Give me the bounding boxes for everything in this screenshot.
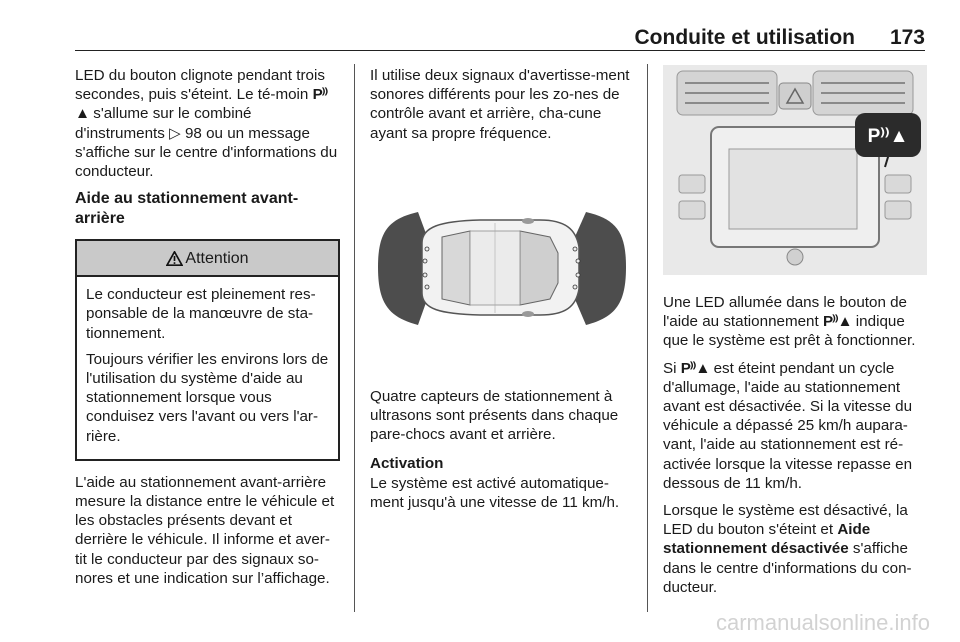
deactivation-paragraph	[663, 359, 927, 493]
page-reference-icon: ▷	[169, 124, 181, 142]
column-3	[663, 66, 927, 605]
warning-triangle-icon	[166, 251, 183, 266]
disabled-message: Aide stationnement désactivée	[663, 521, 871, 558]
attention-body	[77, 277, 338, 459]
column-divider-1	[354, 64, 355, 612]
car-top-view	[422, 218, 579, 317]
signals-paragraph: Il utilise deux signaux d'avertisse-ment sonores différents pour les zo-nes de contrôle avant et arrière, cha-cune ayant sa propre fréquence.	[370, 67, 630, 142]
hazard-button	[779, 83, 811, 109]
led-text-a: Une LED allumée dans le bouton de l'aide au stationnement	[663, 294, 908, 331]
parking-assist-icon: P⁾⁾▲	[75, 86, 328, 123]
parking-assist-icon: P⁾⁾▲	[680, 359, 710, 377]
led-paragraph	[663, 293, 927, 351]
subheading: Aide au stationnement avant-arrière	[75, 190, 299, 228]
intro-paragraph	[75, 66, 340, 181]
rear-sensor-zone	[378, 212, 428, 325]
attention-title: Attention	[185, 249, 249, 267]
disabled-paragraph	[663, 501, 927, 597]
deactivation-text-a: Si	[663, 359, 681, 377]
activation-paragraph: Le système est activé automatique-ment jusqu'à une vitesse de 11 km/h.	[370, 474, 620, 511]
intro-text-c: 98 ou un message s'affiche sur le centre d'informations du conducteur.	[75, 124, 338, 181]
attention-header	[77, 241, 338, 277]
front-sensor-zone	[574, 212, 626, 325]
column-2	[370, 66, 634, 520]
attention-para-2: Toujours vérifier les environs lors de l'utilisation du système d'aide au stationnement lorsque vous conduisez vers l'avant ou vers l'ar-rière.	[86, 350, 329, 445]
led-text-b: indique que le système est prêt à fonctionner.	[663, 313, 916, 350]
disabled-text-a: Lorsque le système est désactivé, la LED du bouton s'éteint et	[663, 502, 908, 539]
sensors-paragraph: Quatre capteurs de stationnement à ultrasons sont présents dans chaque pare-chocs avant et arrière.	[370, 387, 619, 444]
center-display-screen	[729, 149, 857, 229]
car-sensor-illustration	[370, 157, 634, 369]
page-number: 173	[889, 26, 925, 49]
watermark: carmanualsonline.info	[715, 610, 930, 635]
column-divider-2	[647, 64, 648, 612]
intro-text-b: s'allume sur le combiné d'instruments	[75, 105, 252, 142]
description-paragraph: L'aide au stationnement avant-arrière mesure la distance entre le véhicule et les obstacles présents devant et derrière le véhicule. Il informe et aver-tit le conducteur par des signaux so-nores et une indication sur l’affichage.	[75, 473, 335, 587]
page-header	[75, 26, 925, 52]
dashboard-button-illustration	[663, 65, 927, 275]
attention-para-1: Le conducteur est pleinement res-ponsable de la manœuvre de sta-tionnement.	[86, 286, 316, 342]
header-rule	[75, 50, 925, 51]
parking-assist-icon: P⁾⁾▲	[822, 313, 852, 331]
parking-assist-button-label: P⁾⁾▲	[867, 126, 909, 147]
attention-box	[75, 239, 340, 461]
activation-heading: Activation	[370, 455, 444, 473]
disabled-text-b: s'affiche dans le centre d'informations du con-ducteur.	[663, 540, 912, 596]
intro-text-a: LED du bouton clignote pendant trois secondes, puis s'éteint. Le té-moin	[75, 67, 325, 104]
column-1	[75, 66, 340, 596]
volume-knob	[787, 249, 803, 265]
deactivation-text-b: est éteint pendant un cycle d'allumage, l'aide au stationnement avant est désactivée. Si la vitesse du véhicule a dépassé 25 km/h aupara-vant, l'aide au stationnement est ré-activée lorsque la vitesse repasse en dessous de 11 km/h.	[663, 359, 913, 492]
section-title: Conduite et utilisation	[634, 26, 855, 49]
